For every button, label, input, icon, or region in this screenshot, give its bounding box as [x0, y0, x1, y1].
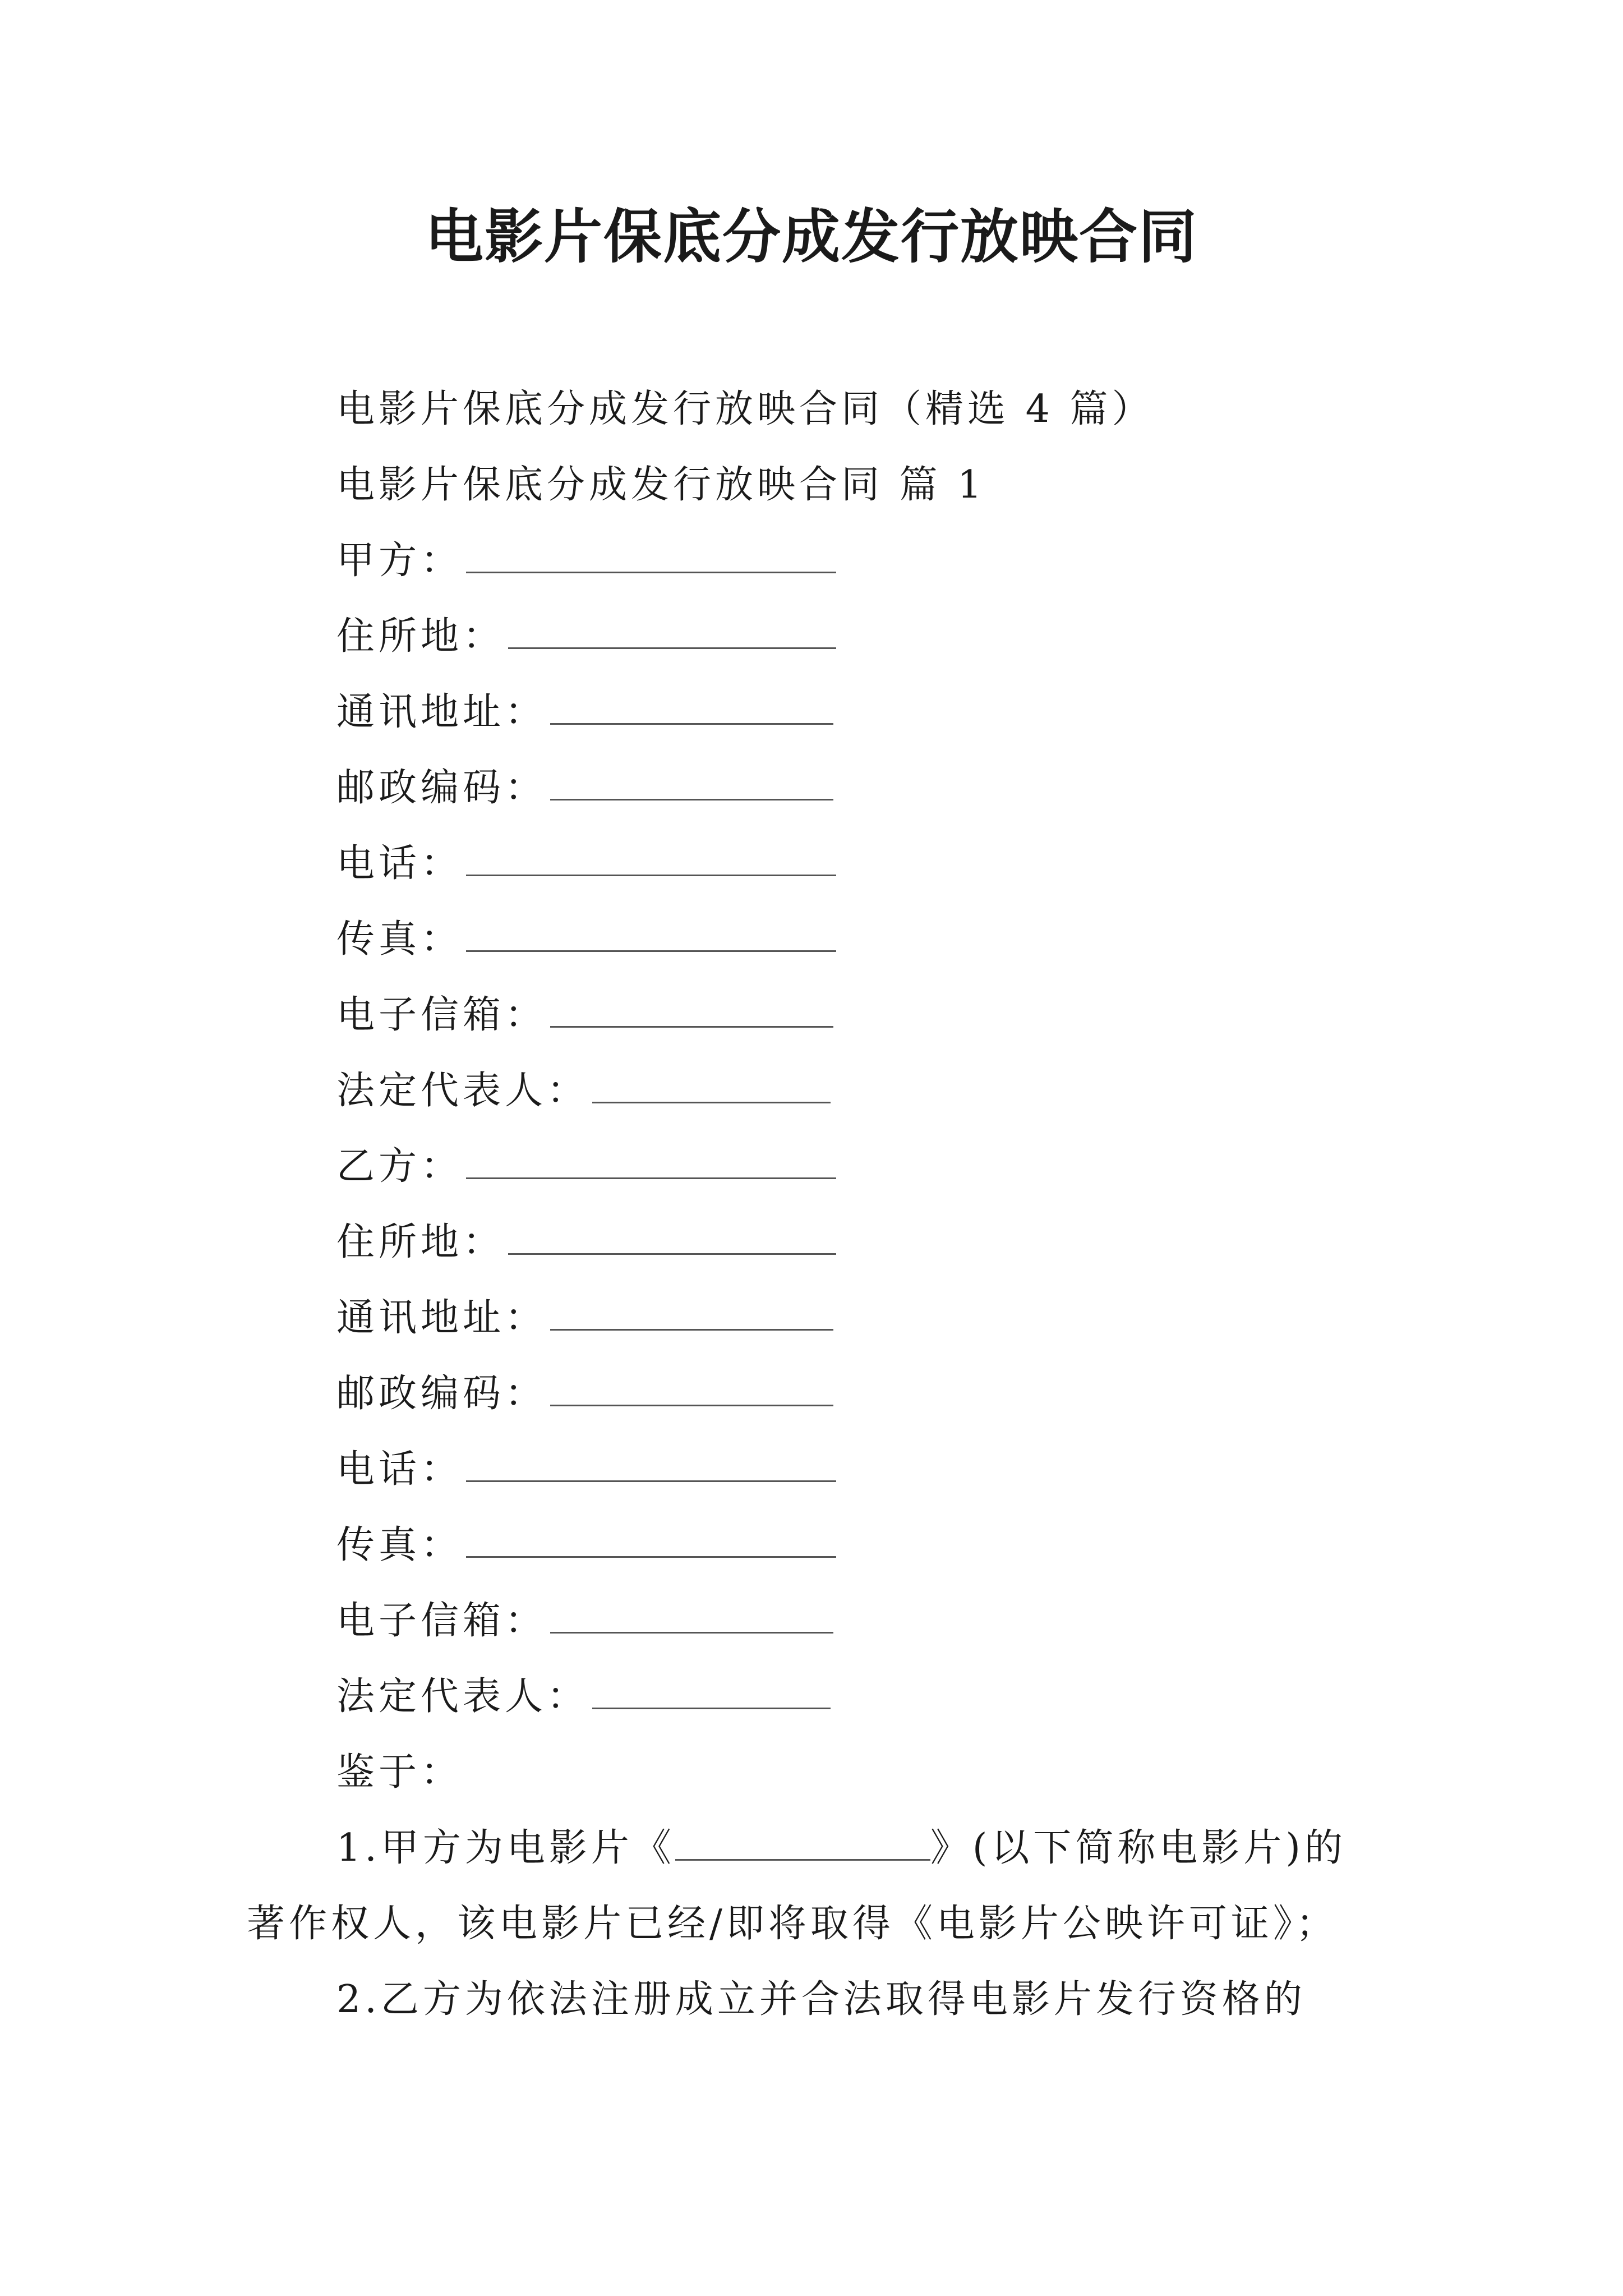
party-b-fax-row: [336, 1517, 836, 1573]
party-b-fax-label: 传真：: [336, 1523, 463, 1567]
film-title-blank: [675, 1826, 930, 1861]
party-b-mail-address-row: [336, 1290, 833, 1346]
party-b-fax-blank: [466, 1524, 836, 1558]
whereas-label: 鉴于：: [336, 1750, 463, 1795]
party-b-name-row: [336, 1139, 836, 1195]
party-a-legal-rep-blank: [592, 1069, 831, 1103]
party-a-name-row: [336, 533, 836, 589]
party-a-mail-address-blank: [550, 691, 833, 725]
party-a-legal-rep-label: 法定代表人：: [336, 1069, 589, 1113]
party-b-legal-rep-label: 法定代表人：: [336, 1674, 589, 1719]
section-heading: 电影片保底分成发行放映合同 篇 1: [336, 463, 986, 507]
party-b-legal-rep-row: [336, 1669, 831, 1725]
party-b-address-row: [336, 1214, 836, 1271]
party-a-address-blank: [508, 615, 836, 649]
party-a-postal-code-blank: [550, 766, 833, 800]
party-a-fax-label: 传真：: [336, 917, 463, 961]
party-a-mail-address-label: 通讯地址：: [336, 690, 547, 734]
party-b-mail-address-label: 通讯地址：: [336, 1296, 547, 1340]
party-b-email-blank: [550, 1599, 833, 1634]
party-a-phone-label: 电话：: [336, 841, 463, 886]
document-title: 电影片保底分成发行放映合同: [425, 203, 1198, 271]
party-a-address-label: 住所地：: [336, 614, 505, 659]
party-b-legal-rep-blank: [592, 1675, 831, 1709]
party-a-email-blank: [550, 993, 833, 1028]
document-subtitle: 电影片保底分成发行放映合同（精选 4 篇）: [336, 387, 1154, 431]
party-a-mail-address-row: [336, 684, 833, 740]
clause-1-prefix: 1.甲方为电影片《: [336, 1826, 675, 1870]
party-a-legal-rep-row: [336, 1063, 831, 1119]
party-a-postal-code-row: [336, 760, 833, 816]
party-a-phone-row: [336, 836, 836, 892]
party-b-name-blank: [466, 1145, 836, 1179]
party-a-email-label: 电子信箱：: [336, 993, 547, 1037]
party-b-name-label: 乙方：: [336, 1144, 463, 1189]
party-b-address-label: 住所地：: [336, 1220, 505, 1264]
clause-1-line-2: 著作权人，该电影片已经/即将取得《电影片公映许可证》；: [247, 1902, 1338, 1946]
party-a-postal-code-label: 邮政编码：: [336, 766, 547, 810]
party-a-email-row: [336, 987, 833, 1043]
party-a-fax-row: [336, 912, 836, 968]
party-b-address-blank: [508, 1221, 836, 1255]
clause-1-line-1: [336, 1820, 1347, 1876]
party-b-phone-blank: [466, 1448, 836, 1482]
clause-1-suffix: 》(以下简称电影片)的: [930, 1826, 1347, 1870]
party-b-postal-code-row: [336, 1366, 833, 1422]
party-b-email-row: [336, 1593, 833, 1649]
party-a-name-label: 甲方：: [336, 539, 463, 583]
party-b-mail-address-blank: [550, 1296, 833, 1331]
party-b-email-label: 电子信箱：: [336, 1599, 547, 1643]
party-b-postal-code-blank: [550, 1372, 833, 1406]
party-a-fax-blank: [466, 918, 836, 952]
party-a-phone-blank: [466, 842, 836, 876]
party-b-phone-row: [336, 1442, 836, 1498]
clause-2-line-1: 2.乙方为依法注册成立并合法取得电影片发行资格的: [336, 1977, 1306, 2022]
party-b-postal-code-label: 邮政编码：: [336, 1372, 547, 1416]
party-a-name-blank: [466, 539, 836, 573]
party-b-phone-label: 电话：: [336, 1447, 463, 1492]
party-a-address-row: [336, 609, 836, 665]
